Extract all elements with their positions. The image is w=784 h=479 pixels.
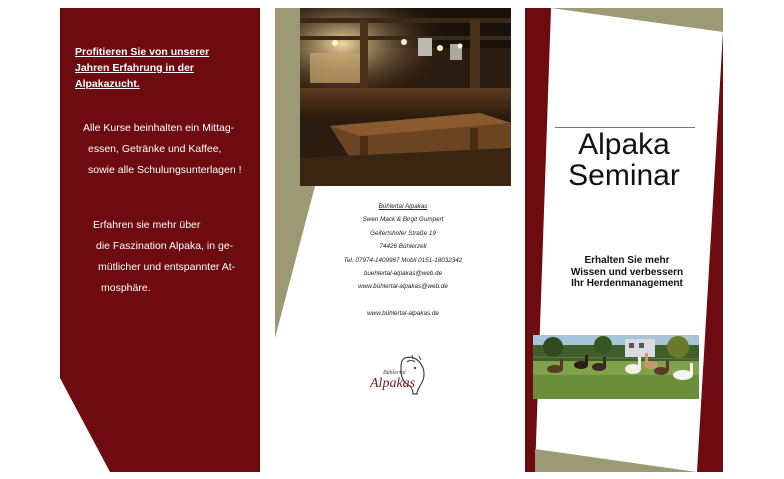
tagline-line: Erhalten Sie mehr (584, 255, 670, 266)
course-info-paragraph (83, 118, 242, 181)
title-alpaka: Alpaka (578, 128, 670, 161)
paragraph-line: mosphäre. (101, 282, 151, 294)
panel-cover (525, 8, 723, 472)
paragraph-line: die Faszination Alpaka, in ge- (96, 240, 234, 252)
paragraph-line: essen, Getränke und Kaffee, (88, 143, 222, 155)
logo-small-text: Bühlertal (383, 370, 406, 376)
contact-names: Swen Mack & Birgit Gumpert (362, 216, 444, 224)
contact-street: Geifertshofer Straße 19 (370, 229, 436, 237)
alpakas-logo (367, 354, 437, 402)
panel-inside-left (60, 8, 260, 472)
tagline-line: Ihr Herdenmanagement (571, 278, 683, 289)
headline-line: Profitieren Sie von unserer (75, 46, 210, 58)
company-name: Bühlertal Alpakas (378, 203, 428, 210)
panel-contact (275, 8, 511, 472)
tagline-line: Wissen und verbessern (570, 266, 684, 278)
paragraph-line: Erfahren sie mehr über (93, 219, 201, 231)
contact-phone: Tel. 07974-1409967 Mobil 0151-18032342 (343, 256, 463, 264)
alpaca-herd-photo (533, 335, 699, 399)
barn-interior-photo (300, 8, 511, 186)
logo-big-text: Alpakas (370, 376, 416, 391)
paragraph-line: sowie alle Schulungsunterlagen ! (88, 164, 242, 176)
rustic-barn-interior-photo-icon (300, 8, 511, 186)
headline (75, 44, 245, 92)
title-seminar: Seminar (568, 159, 680, 192)
contact-block (315, 200, 491, 320)
contact-city: 74426 Bühlerzell (379, 243, 427, 251)
headline-line: Jahren Erfahrung in der (75, 62, 195, 74)
contact-email-alt[interactable]: www.bühlertal-alpakas@web.de (358, 283, 448, 291)
headline-line: Alpakazucht. (75, 78, 140, 90)
alpaca-herd-photo-icon (533, 335, 699, 399)
contact-website[interactable]: www.bühlertal-alpakas.de (367, 309, 439, 317)
contact-email[interactable]: buehlertal-alpakas@web.de (363, 270, 443, 278)
tagline (535, 255, 719, 290)
fascination-paragraph (93, 215, 235, 299)
paragraph-line: mütlicher und entspannter At- (98, 261, 236, 273)
paragraph-line: Alle Kurse beinhalten ein Mittag- (83, 122, 235, 134)
cover-frame-shapes (525, 8, 723, 472)
